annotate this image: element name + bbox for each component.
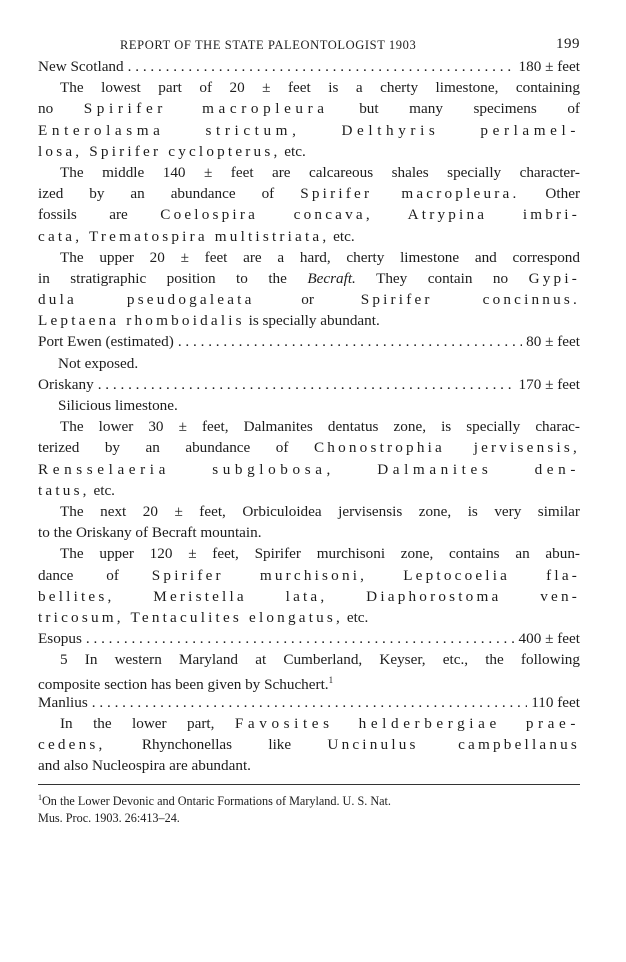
note-not-exposed: Not exposed.: [58, 354, 139, 372]
text-span: or: [301, 291, 314, 309]
text-span: but many specimens of: [359, 100, 580, 118]
text-line: [38, 437, 580, 458]
running-title: REPORT OF THE STATE PALEONTOLOGIST 1903: [120, 38, 417, 52]
text-line: [38, 480, 580, 501]
note-silicious: Silicious limestone.: [58, 397, 178, 414]
species-name: cata, Trematospira multistriata,: [38, 227, 330, 245]
entry-port-ewen: [38, 331, 580, 352]
entry-esopus: [38, 628, 580, 649]
text-line: The lowest part of 20 ± feet is a cherty limestone, containing: [60, 79, 580, 97]
text-span: terized by an abundance of: [38, 439, 289, 457]
species-name: tatus,: [38, 481, 90, 499]
text-line: The next 20 ± feet, Orbiculoidea jervisensis zone, is very similar: [60, 502, 580, 520]
entry-name: Oriskany: [38, 375, 94, 393]
entry-name: Esopus: [38, 630, 82, 648]
species-name: losa, Spirifer cyclopterus,: [38, 142, 281, 160]
text-span: etc.: [93, 481, 115, 499]
leader-dots: [86, 628, 515, 649]
text-span: no: [38, 100, 54, 118]
species-name: Uncinulus campbellanus: [327, 736, 580, 753]
text-line: to the Oriskany of Becraft mountain.: [38, 524, 262, 542]
paragraph-maryland: [38, 649, 580, 691]
species-name: bellites, Meristella lata, Diaphorostoma ven-: [38, 587, 580, 605]
footnote-ref: 1: [328, 675, 334, 686]
text-line: [38, 141, 580, 162]
text-line: [38, 268, 580, 289]
species-name: Rensselaeria subglobosa, Dalmanites den-: [38, 460, 580, 478]
text-span: In the lower part,: [60, 714, 215, 732]
species-name: cedens,: [38, 736, 106, 753]
species-name: tricosum, Tentaculites elongatus,: [38, 608, 344, 626]
leader-dots: [92, 692, 527, 713]
entry-thickness: 110 feet: [531, 693, 580, 711]
paragraph-lowest-part: [38, 77, 580, 162]
text-line: and also Nucleospira are abundant.: [38, 757, 251, 775]
text-span: etc.: [333, 227, 355, 245]
entry-thickness: 180 ± feet: [518, 58, 580, 75]
text-line: [38, 98, 580, 119]
text-line: [38, 607, 580, 628]
species-name: Coelospira concava, Atrypina imbri-: [160, 206, 580, 224]
text-span: dance of: [38, 566, 119, 584]
entry-thickness: 400 ± feet: [518, 630, 580, 648]
text-line: The middle 140 ± feet are calcareous shales specially character-: [60, 163, 580, 181]
entry-new-scotland: [38, 56, 580, 77]
text-line: The lower 30 ± feet, Dalmanites dentatus zone, is specially charac-: [60, 418, 580, 436]
formation-name: Becraft.: [307, 269, 356, 287]
species-name: Spirifer macropleura.: [300, 185, 520, 203]
text-span: fossils are: [38, 206, 128, 224]
text-line: The upper 20 ± feet are a hard, cherty limestone and correspond: [60, 248, 580, 266]
species-name: Spirifer concinnus.: [360, 291, 580, 309]
text-span: etc.: [284, 142, 306, 160]
species-name: Leptaena rhomboidalis: [38, 312, 245, 330]
entry-thickness: 80 ± feet: [526, 333, 580, 351]
leader-dots: [128, 56, 515, 77]
text-span: Other: [545, 185, 580, 203]
footnote-line: Mus. Proc. 1903. 26:413–24.: [38, 811, 180, 826]
paragraph-manlius-lower: [38, 713, 580, 777]
text-span: Rhynchonellas like: [141, 736, 292, 753]
text-line: The upper 120 ± feet, Spirifer murchisoni zone, contains an abun-: [60, 545, 580, 563]
text-line: [38, 204, 580, 225]
species-name: Chonostrophia jervisensis,: [313, 439, 580, 457]
footnote: [38, 789, 580, 827]
paragraph-upper-oriskany: [38, 543, 580, 628]
footnote-line: [38, 789, 580, 810]
text-span: They contain no: [376, 269, 509, 287]
paragraph-lower-oriskany: [38, 416, 580, 501]
text-span: composite section has been given by Schuchert.: [38, 676, 329, 692]
text-line: [38, 289, 580, 310]
text-span: On the Lower Devonic and Ontaric Formations of Maryland. U. S. Nat.: [42, 794, 391, 809]
entry-name: Manlius: [38, 693, 88, 711]
text-line: [38, 310, 580, 331]
text-span: ized by an abundance of: [38, 185, 275, 203]
species-name: Gypi-: [528, 269, 580, 287]
text-span: in stratigraphic position to the: [38, 269, 287, 287]
entry-thickness: 170 ± feet: [518, 375, 580, 393]
entry-name: New Scotland: [38, 58, 124, 75]
leader-dots: [98, 374, 515, 395]
running-header: [38, 34, 580, 56]
species-name: dula pseudogaleata: [38, 291, 255, 309]
footnote-mark: 1: [38, 793, 42, 803]
footnote-divider: [38, 784, 580, 785]
paragraph-middle: [38, 162, 580, 247]
text-line: 5 In western Maryland at Cumberland, Keyser, etc., the following: [60, 651, 580, 669]
entry-manlius: [38, 692, 580, 713]
paragraph-next: [38, 501, 580, 543]
species-name: Favosites helderbergiae prae-: [234, 714, 580, 732]
page-number: 199: [556, 36, 580, 52]
text-line: [38, 670, 580, 691]
document-page: [38, 34, 580, 827]
text-span: is specially abundant.: [248, 312, 380, 330]
entry-name: Port Ewen (estimated): [38, 333, 174, 351]
text-line: [38, 226, 580, 247]
text-line: [38, 565, 580, 586]
species-name: Spirifer macropleura: [83, 100, 329, 118]
paragraph-upper: [38, 247, 580, 332]
text-span: etc.: [346, 608, 369, 626]
text-line: [38, 183, 580, 204]
text-line: [38, 734, 580, 755]
species-name: Enterolasma strictum, Delthyris perlamel-: [38, 121, 580, 139]
species-name: Spirifer murchisoni, Leptocoelia fla-: [151, 566, 580, 584]
leader-dots: [178, 331, 522, 352]
text-line: [38, 713, 580, 734]
entry-oriskany: [38, 374, 580, 395]
